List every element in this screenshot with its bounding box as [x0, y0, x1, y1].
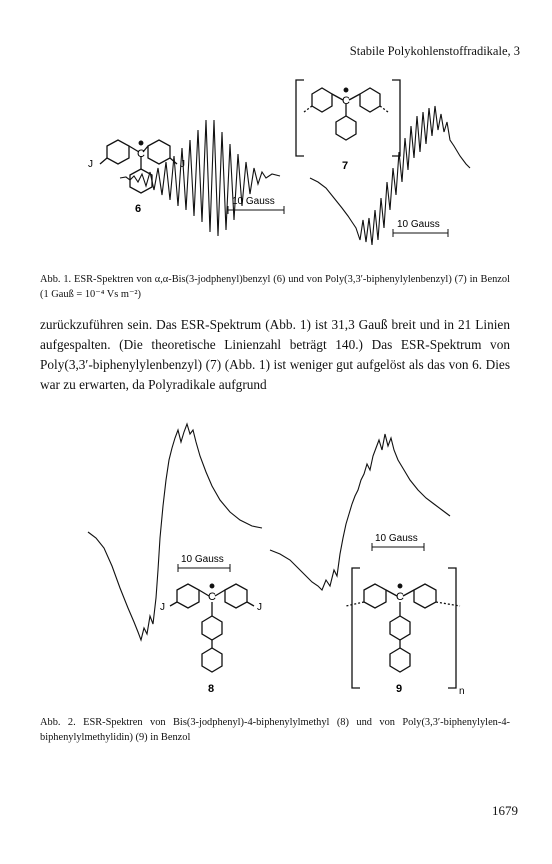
scale-label-8: 10 Gauss	[181, 554, 224, 565]
iodine-label: J	[257, 602, 262, 613]
figure-1-caption: Abb. 1. ESR-Spektren von α,α-Bis(3-jodphenyl)benzyl (6) und von Poly(3,3′-biphenylylenbenzyl) (7) in Benzol (1 Gauß = 10⁻⁴ Vs m⁻²)	[40, 274, 510, 300]
radical-carbon-label: C	[208, 591, 216, 603]
esr-spectrum-6	[120, 120, 280, 236]
iodine-label: J	[160, 602, 165, 613]
scale-label-7: 10 Gauss	[397, 219, 440, 230]
structure-9	[346, 568, 460, 688]
structure-7	[296, 80, 400, 156]
radical-carbon-label: C	[342, 95, 350, 107]
iodine-label: J	[88, 159, 93, 170]
scale-label-9: 10 Gauss	[375, 533, 418, 544]
repeat-unit-subscript: n	[459, 686, 465, 697]
compound-number-9: 9	[396, 683, 403, 695]
esr-spectrum-7	[310, 106, 470, 245]
compound-number-6: 6	[135, 203, 142, 215]
iodine-label: J	[180, 159, 185, 170]
compound-number-8: 8	[208, 683, 215, 695]
esr-spectrum-9	[270, 434, 450, 590]
figure-2-caption: Abb. 2. ESR-Spektren von Bis(3-jodphenyl)-4-biphenylylmethyl (8) und von Poly(3,3′-biphenylylen-4-biphenylylmethylidin) (9) in Benzol	[40, 717, 510, 743]
body-paragraph: zurückzuführen sein. Das ESR-Spektrum (Abb. 1) ist 31,3 Gauß breit und in 21 Linien aufgespalten. (Die theoretische Linienzahl beträgt 140.) Das ESR-Spektrum von Poly(3,3′-biphenylylenbenzyl) (7) (Abb. 1) ist weniger gut aufgelöst als das von 6. Dies war zu erwarten, da Polyradikale aufgrund	[40, 317, 510, 392]
radical-carbon-label: C	[396, 591, 404, 603]
scale-label-6: 10 Gauss	[232, 196, 275, 207]
running-header: Stabile Polykohlenstoffradikale, 3	[349, 44, 520, 58]
compound-number-7: 7	[342, 160, 349, 172]
radical-carbon-label: C	[137, 148, 145, 160]
page-number: 1679	[492, 803, 518, 818]
figure-2	[0, 420, 552, 710]
figure-1	[0, 60, 552, 265]
